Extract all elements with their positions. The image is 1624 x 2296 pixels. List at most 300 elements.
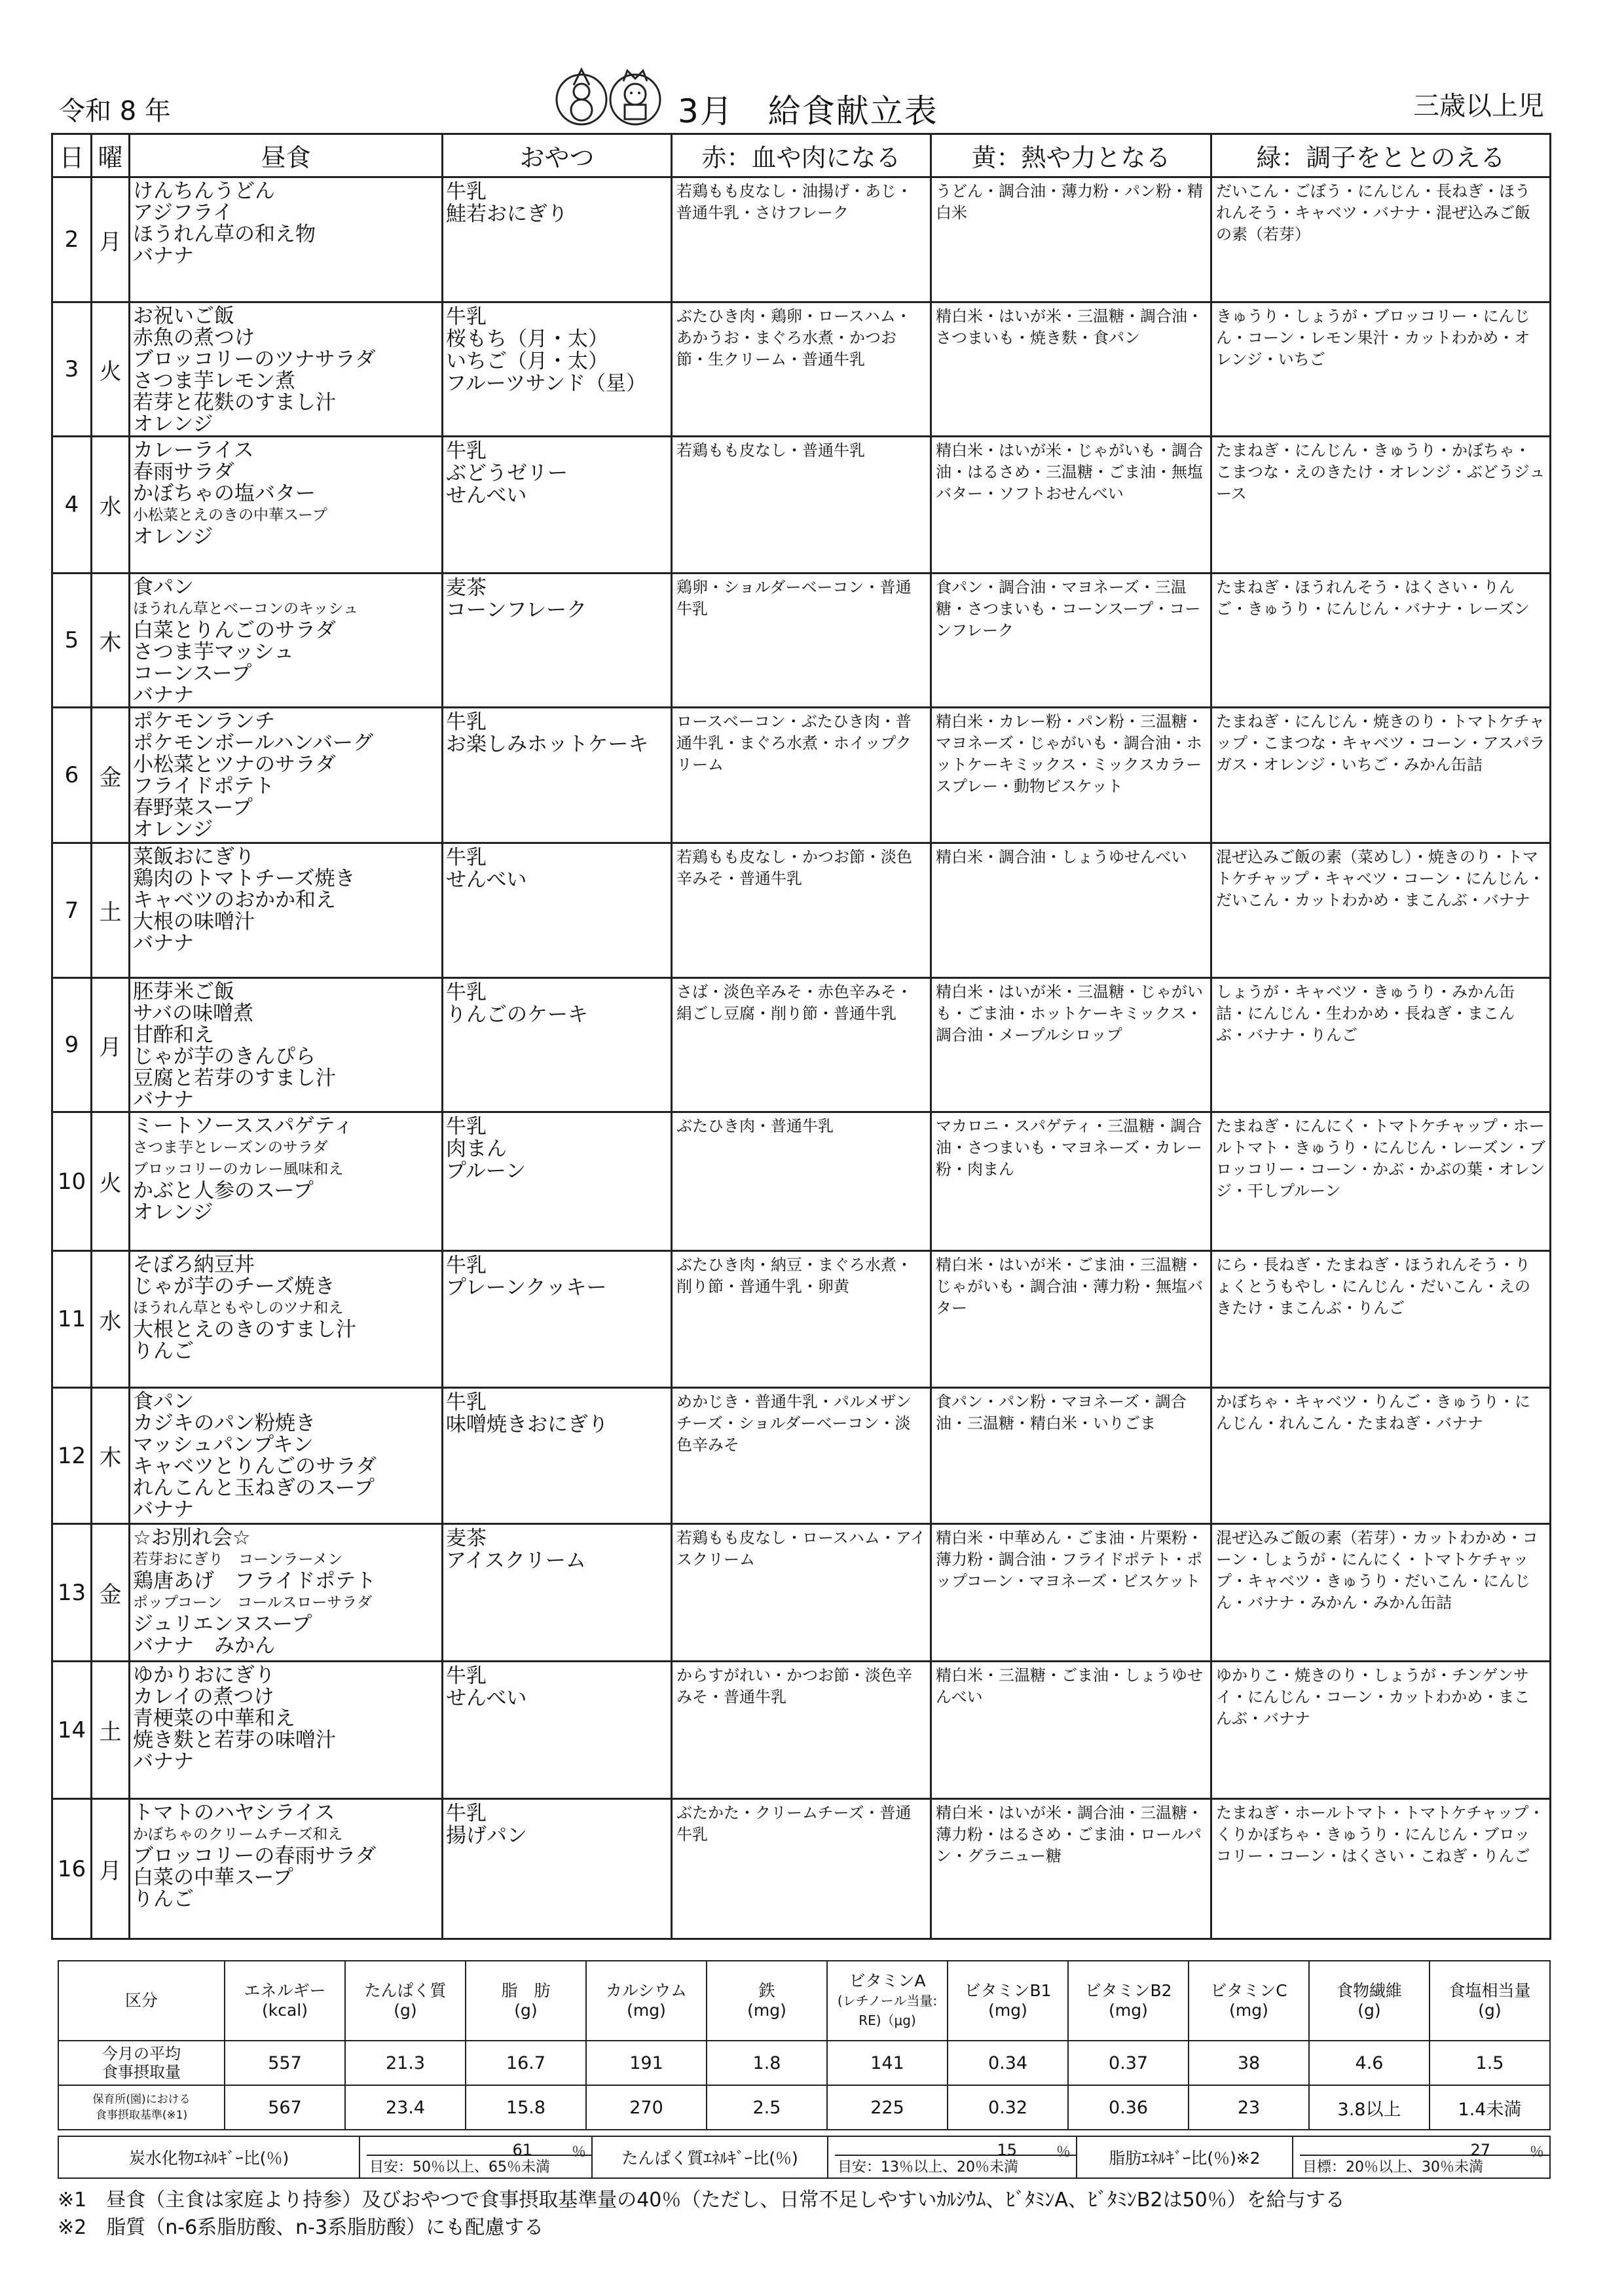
lunch-item: 大根とえのきのすまし汁 xyxy=(133,1318,356,1341)
green-food-cell xyxy=(1211,1662,1551,1799)
snack-items xyxy=(443,1113,671,1182)
menu-row xyxy=(52,437,1551,574)
yellow-food-cell xyxy=(931,1388,1211,1524)
energy-ratio-table xyxy=(58,2136,1551,2179)
nutrition-col-header-line: 脂 肪 xyxy=(501,1981,551,2000)
title-area xyxy=(550,60,1074,132)
red-food-cell xyxy=(672,574,931,708)
nutrition-col-header-line: (kcal) xyxy=(262,2001,308,2020)
nutrition-col-header-line: 区分 xyxy=(124,1991,158,2010)
green-food-text: たまねぎ・にんじん・焼きのり・トマトケチャップ・こまつな・キャベツ・コーン・アスパラガス・オレンジ・いちご・みかん缶詰 xyxy=(1216,712,1545,774)
lunch-item: 鶏唐あげ フライドポテト xyxy=(133,1569,377,1593)
lunch-item: じゃが芋のチーズ焼き xyxy=(133,1275,335,1298)
lunch-item: ゆかりおにぎり xyxy=(133,1664,275,1687)
day-number: 3 xyxy=(52,302,92,437)
col-header-lunch: 昼食 xyxy=(130,134,443,177)
yellow-food-cell xyxy=(931,177,1211,302)
weekday: 土 xyxy=(92,1662,130,1799)
yellow-food-text: 精白米・はいが米・じゃがいも・調合油・はるさめ・三温糖・ごま油・無塩バター・ソフトおせんべい xyxy=(936,441,1203,503)
lunch-item: バナナ xyxy=(133,1088,194,1112)
nutrition-col-header-line: (g) xyxy=(1357,2001,1381,2020)
red-food-text: 若鶏もも皮なし・ロースハム・アイスクリーム xyxy=(676,1529,926,1569)
ratio-unit: ％ xyxy=(1529,2144,1544,2160)
red-food-cell xyxy=(672,843,931,978)
red-food-text: からすがれい・かつお節・淡色辛みそ・普通牛乳 xyxy=(676,1666,912,1706)
lunch-item: さつま芋マッシュ xyxy=(133,640,295,664)
nutrition-value: 15.8 xyxy=(466,2085,586,2130)
nutrition-value: 141 xyxy=(827,2041,948,2085)
ratio-value: 61 xyxy=(512,2141,532,2159)
snack-item: いちご（月・太） xyxy=(446,350,608,373)
nutrition-col-header xyxy=(1309,1961,1430,2041)
red-food-text: ぶたひき肉・普通牛乳 xyxy=(676,1117,834,1135)
nutrition-row-label-line: 食事摂取基準(※1) xyxy=(95,2109,188,2122)
menu-row xyxy=(52,574,1551,708)
nutrition-col-header xyxy=(586,1961,707,2041)
snack-cell xyxy=(443,177,672,302)
yellow-food-cell xyxy=(931,708,1211,843)
lunch-item: 甘酢和え xyxy=(133,1023,214,1047)
red-food-cell xyxy=(672,177,931,302)
nutrition-value: 1.8 xyxy=(707,2041,827,2085)
menu-table xyxy=(51,133,1551,1940)
nutrition-value: 16.7 xyxy=(466,2041,586,2085)
day-number: 12 xyxy=(52,1388,92,1524)
lunch-item: ジュリエンヌスープ xyxy=(133,1613,312,1636)
nutrition-col-header xyxy=(466,1961,586,2041)
snack-items xyxy=(443,1800,671,1847)
day-number: 2 xyxy=(52,177,92,302)
lunch-item: さつま芋とレーズンのサラダ xyxy=(133,1139,328,1156)
snack-items xyxy=(443,303,671,395)
nutrition-value: 270 xyxy=(586,2085,707,2130)
lunch-item: マッシュパンプキン xyxy=(133,1433,314,1457)
weekday: 水 xyxy=(92,1251,130,1388)
red-food-cell xyxy=(672,1388,931,1524)
snack-item: プルーン xyxy=(446,1159,526,1183)
weekday: 月 xyxy=(92,978,130,1112)
lunch-item: じゃが芋のきんぴら xyxy=(133,1045,316,1068)
day-number: 10 xyxy=(52,1112,92,1251)
green-food-text: しょうが・キャベツ・きゅうり・みかん缶詰・にんじん・生わかめ・長ねぎ・まこんぶ・バナナ・りんご xyxy=(1216,983,1515,1044)
lunch-item: オレンジ xyxy=(133,525,213,549)
red-food-text: 若鶏もも皮なし・かつお節・淡色辛みそ・普通牛乳 xyxy=(676,848,912,888)
weekday: 月 xyxy=(92,1799,130,1939)
nutrition-col-header xyxy=(707,1961,827,2041)
lunch-item: キャベツのおかか和え xyxy=(133,888,336,912)
yellow-food-cell xyxy=(931,1662,1211,1799)
snack-cell xyxy=(443,1524,672,1662)
lunch-items xyxy=(130,1800,441,1910)
energy-ratio-row xyxy=(58,2136,1550,2178)
lunch-item: 白菜の中華スープ xyxy=(133,1866,293,1889)
nutrition-col-header xyxy=(1068,1961,1189,2041)
red-food-text: ぶたひき肉・鶏卵・ロースハム・あかうお・まぐろ水煮・かつお節・生クリーム・普通牛乳 xyxy=(676,307,912,369)
red-food-cell xyxy=(672,1799,931,1939)
weekday: 水 xyxy=(92,437,130,574)
nutrition-value: 191 xyxy=(586,2041,707,2085)
nutrition-col-header-line: (mg) xyxy=(1109,2001,1148,2020)
lunch-item: フライドポテト xyxy=(133,774,275,798)
menu-row xyxy=(52,1388,1551,1524)
lunch-item: 春雨サラダ xyxy=(133,460,234,484)
lunch-item: ポケモンランチ xyxy=(133,710,275,733)
nutrition-col-header xyxy=(948,1961,1068,2041)
red-food-cell xyxy=(672,1251,931,1388)
lunch-item: 豆腐と若芽のすまし汁 xyxy=(133,1066,336,1090)
snack-item: プレーンクッキー xyxy=(446,1276,607,1300)
nutrition-col-header-line: ビタミンC xyxy=(1210,1981,1287,2000)
snack-cell xyxy=(443,708,672,843)
lunch-item: 鶏肉のトマトチーズ焼き xyxy=(133,867,356,890)
lunch-item: そぼろ納豆丼 xyxy=(133,1253,255,1277)
nutrition-col-header-line: (g) xyxy=(1478,2001,1502,2020)
snack-items xyxy=(443,979,671,1026)
nutrition-value: 23 xyxy=(1189,2085,1309,2130)
footnote-2: ※2 脂質（n-6系脂肪酸、n-3系脂肪酸）にも配慮する xyxy=(58,2216,544,2239)
red-food-text: 若鶏もも皮なし・普通牛乳 xyxy=(676,441,865,460)
lunch-items xyxy=(130,303,441,435)
lunch-cell xyxy=(130,1112,443,1251)
green-food-cell xyxy=(1211,1388,1551,1524)
nutrition-value: 557 xyxy=(225,2041,345,2085)
lunch-item: カレーライス xyxy=(133,439,254,462)
weekday: 木 xyxy=(92,1388,130,1524)
ratio-target-note: 目安：50％以上、65％未満 xyxy=(367,2155,591,2176)
lunch-item: バナナ xyxy=(133,932,194,955)
snack-item: 牛乳 xyxy=(446,1664,487,1688)
red-food-text: 鶏卵・ショルダーベーコン・普通牛乳 xyxy=(676,578,912,618)
lunch-item: れんこんと玉ねぎのスープ xyxy=(133,1476,375,1500)
nutrition-col-header xyxy=(1189,1961,1309,2041)
yellow-food-cell xyxy=(931,574,1211,708)
nutrition-row xyxy=(58,2041,1550,2085)
green-food-cell xyxy=(1211,437,1551,574)
nutrition-value: 225 xyxy=(827,2085,948,2130)
green-food-text: 混ぜ込みご飯の素（若芽）・カットわかめ・コーン・しょうが・にんにく・トマトケチャップ・キャベツ・きゅうり・だいこん・にんじん・バナナ・みかん・みかん缶詰 xyxy=(1216,1529,1538,1612)
snack-cell xyxy=(443,978,672,1112)
nutrition-col-header xyxy=(225,1961,345,2041)
nutrition-col-header-line: (レチノール当量: xyxy=(837,1993,938,2009)
yellow-food-text: 精白米・カレー粉・パン粉・三温糖・マヨネーズ・じゃがいも・調合油・ホットケーキミックス・ミックスカラースプレー・動物ビスケット xyxy=(936,712,1203,795)
nutrition-row xyxy=(58,2085,1550,2130)
green-food-text: たまねぎ・ホールトマト・トマトケチャップ・くりかぼちゃ・きゅうり・にんじん・ブロッコリー・コーン・はくさい・こねぎ・りんご xyxy=(1216,1804,1545,1865)
lunch-item: オレンジ xyxy=(133,818,213,841)
nutrition-col-header-line: エネルギー xyxy=(244,1981,326,2000)
lunch-items xyxy=(130,979,441,1111)
snack-items xyxy=(443,574,671,621)
snack-item: アイスクリーム xyxy=(446,1549,586,1573)
snack-item: 鮭若おにぎり xyxy=(446,202,568,226)
lunch-item: 大根の味噌汁 xyxy=(133,910,255,934)
col-header-green: 緑：調子をととのえる xyxy=(1211,134,1551,177)
yellow-food-cell xyxy=(931,1251,1211,1388)
yellow-food-text: 精白米・はいが米・ごま油・三温糖・じゃがいも・調合油・薄力粉・無塩バター xyxy=(936,1256,1203,1317)
red-food-text: ロースベーコン・ぶたひき肉・普通牛乳・まぐろ水煮・ホイップクリーム xyxy=(676,712,912,774)
lunch-item: 焼き麩と若芽の味噌汁 xyxy=(133,1728,336,1752)
lunch-item: ほうれん草ともやしのツナ和え xyxy=(133,1300,344,1317)
nutrition-table xyxy=(58,1960,1551,2130)
lunch-items xyxy=(130,1662,441,1773)
yellow-food-text: 精白米・中華めん・ごま油・片栗粉・薄力粉・調合油・フライドポテト・ポップコーン・マヨネーズ・ビスケット xyxy=(936,1529,1203,1590)
snack-item: 牛乳 xyxy=(446,180,487,204)
weekday: 火 xyxy=(92,1112,130,1251)
lunch-item: オレンジ xyxy=(133,1201,213,1224)
day-number: 9 xyxy=(52,978,92,1112)
green-food-cell xyxy=(1211,708,1551,843)
lunch-cell xyxy=(130,1251,443,1388)
snack-item: 肉まん xyxy=(446,1137,507,1161)
red-food-cell xyxy=(672,437,931,574)
snack-cell xyxy=(443,437,672,574)
weekday: 木 xyxy=(92,574,130,708)
lunch-items xyxy=(130,437,441,548)
snack-items xyxy=(443,1525,671,1572)
lunch-item: 食パン xyxy=(133,575,194,599)
menu-row xyxy=(52,1662,1551,1799)
yellow-food-text: 精白米・はいが米・調合油・三温糖・薄力粉・はるさめ・ごま油・ロールパン・グラニュー糖 xyxy=(936,1804,1203,1865)
lunch-item: りんご xyxy=(133,1339,194,1363)
nutrition-row-label-line: 食事摂取量 xyxy=(102,2063,181,2081)
nutrition-col-header-line: ビタミンA xyxy=(849,1971,926,1990)
col-header-weekday: 曜 xyxy=(92,134,130,177)
lunch-item: ほうれん草の和え物 xyxy=(133,223,316,246)
green-food-cell xyxy=(1211,1524,1551,1662)
age-group-label: 三歳以上児 xyxy=(1413,91,1544,121)
lunch-items xyxy=(130,178,441,267)
lunch-cell xyxy=(130,1799,443,1939)
green-food-text: たまねぎ・ほうれんそう・はくさい・りんご・きゅうり・にんじん・バナナ・レーズン xyxy=(1216,578,1530,618)
snack-item: 牛乳 xyxy=(446,305,487,329)
lunch-item: 若芽おにぎり コーンラーメン xyxy=(133,1551,343,1568)
nutrition-value: 23.4 xyxy=(345,2085,466,2130)
ratio-value: 15 xyxy=(997,2141,1017,2159)
nutrition-col-header-line: RE)（μg) xyxy=(858,2013,916,2028)
green-food-text: にら・長ねぎ・たまねぎ・ほうれんそう・りょくとうもやし・にんじん・だいこん・えのきたけ・まこんぶ・りんご xyxy=(1216,1256,1530,1317)
ratio-value-cell xyxy=(360,2136,592,2178)
lunch-item: 若芽と花麩のすまし汁 xyxy=(133,391,336,414)
ratio-target-note: 目安：13％以上、20％未満 xyxy=(835,2155,1076,2176)
day-number: 7 xyxy=(52,843,92,978)
page-title: 3月 給食献立表 xyxy=(678,92,938,130)
ratio-value: 27 xyxy=(1470,2141,1490,2159)
red-food-cell xyxy=(672,708,931,843)
snack-item: 桜もち（月・太） xyxy=(446,327,608,351)
red-food-text: 若鶏もも皮なし・油揚げ・あじ・普通牛乳・さけフレーク xyxy=(676,182,912,222)
nutrition-value: 38 xyxy=(1189,2041,1309,2085)
green-food-text: 混ぜ込みご飯の素（菜めし）・焼きのり・トマトケチャップ・キャベツ・コーン・にんじん・だいこん・カットわかめ・まこんぶ・バナナ xyxy=(1216,848,1545,909)
snack-item: フルーツサンド（星） xyxy=(446,372,646,395)
lunch-item: けんちんうどん xyxy=(133,179,275,203)
nutrition-value: 0.32 xyxy=(948,2085,1068,2130)
yellow-food-text: うどん・調合油・薄力粉・パン粉・精白米 xyxy=(936,182,1203,222)
nutrition-col-header-line: たんぱく質 xyxy=(364,1981,447,2000)
yellow-food-cell xyxy=(931,1112,1211,1251)
nutrition-value: 21.3 xyxy=(345,2041,466,2085)
menu-row xyxy=(52,843,1551,978)
nutrition-value: 567 xyxy=(225,2085,345,2130)
menu-row xyxy=(52,708,1551,843)
yellow-food-text: 精白米・調合油・しょうゆせんべい xyxy=(936,848,1187,866)
lunch-cell xyxy=(130,978,443,1112)
lunch-item: カジキのパン粉焼き xyxy=(133,1412,316,1435)
yellow-food-cell xyxy=(931,437,1211,574)
yellow-food-text: 食パン・パン粉・マヨネーズ・調合油・三温糖・精白米・いりごま xyxy=(936,1393,1187,1432)
nutrition-col-header xyxy=(827,1961,948,2041)
snack-item: 牛乳 xyxy=(446,1115,487,1139)
nutrition-col-header-line: ビタミンB1 xyxy=(964,1981,1052,2000)
era-year: 令和 8 年 xyxy=(59,96,171,126)
weekday: 火 xyxy=(92,302,130,437)
lunch-item: オレンジ xyxy=(133,412,213,436)
lunch-item: 菜飯おにぎり xyxy=(133,845,255,869)
lunch-cell xyxy=(130,843,443,978)
menu-row xyxy=(52,302,1551,437)
col-header-yellow: 黄：熱や力となる xyxy=(931,134,1211,177)
lunch-items xyxy=(130,1113,441,1224)
yellow-food-text: マカロニ・スパゲティ・三温糖・調合油・さつまいも・マヨネーズ・カレー粉・肉まん xyxy=(936,1117,1202,1178)
lunch-item: ほうれん草とベーコンのキッシュ xyxy=(133,600,359,617)
lunch-cell xyxy=(130,708,443,843)
snack-item: 牛乳 xyxy=(446,1391,487,1414)
menu-row xyxy=(52,1251,1551,1388)
lunch-item: キャベツとりんごのサラダ xyxy=(133,1455,377,1478)
green-food-text: かぼちゃ・キャベツ・りんご・きゅうり・にんじん・れんこん・たまねぎ・バナナ xyxy=(1216,1393,1530,1432)
snack-item: りんごのケーキ xyxy=(446,1003,588,1027)
lunch-item: かぶと人参のスープ xyxy=(133,1179,314,1203)
lunch-item: アジフライ xyxy=(133,201,233,225)
nutrition-value: 3.8以上 xyxy=(1309,2085,1430,2130)
nutrition-row-label xyxy=(58,2041,225,2085)
lunch-item: ポケモンボールハンバーグ xyxy=(133,731,374,755)
nutrition-header-row xyxy=(58,1961,1550,2041)
lunch-item: 白菜とりんごのサラダ xyxy=(133,619,336,642)
snack-item: 揚げパン xyxy=(446,1824,527,1848)
lunch-item: 赤魚の煮つけ xyxy=(133,326,255,350)
snack-items xyxy=(443,437,671,507)
snack-items xyxy=(443,708,671,756)
red-food-cell xyxy=(672,1524,931,1662)
col-header-red: 赤：血や肉になる xyxy=(672,134,931,177)
red-food-cell xyxy=(672,1112,931,1251)
yellow-food-cell xyxy=(931,978,1211,1112)
snack-item: 牛乳 xyxy=(446,710,487,734)
snack-cell xyxy=(443,1388,672,1524)
green-food-text: きゅうり・しょうが・ブロッコリー・にんじん・コーン・レモン果汁・カットわかめ・オレンジ・いちご xyxy=(1216,307,1530,369)
lunch-cell xyxy=(130,1524,443,1662)
lunch-item: トマトのハヤシライス xyxy=(133,1801,335,1825)
nutrition-col-header xyxy=(345,1961,466,2041)
green-food-text: たまねぎ・にんじん・きゅうり・かぼちゃ・こまつな・えのきたけ・オレンジ・ぶどうジュース xyxy=(1216,441,1545,503)
red-food-text: さば・淡色辛みそ・赤色辛みそ・絹ごし豆腐・削り節・普通牛乳 xyxy=(676,983,912,1023)
lunch-cell xyxy=(130,1388,443,1524)
nutrition-col-header xyxy=(1430,1961,1550,2041)
nutrition-row-label-line: 今月の平均 xyxy=(102,2045,181,2063)
nutrition-row-label xyxy=(58,2085,225,2130)
snack-item: せんべい xyxy=(446,484,527,507)
green-food-text: ゆかりこ・焼きのり・しょうが・チンゲンサイ・にんじん・コーン・カットわかめ・まこんぶ・バナナ xyxy=(1216,1666,1530,1728)
snack-item: 麦茶 xyxy=(446,576,487,600)
lunch-cell xyxy=(130,302,443,437)
nutrition-value: 1.4未満 xyxy=(1430,2085,1550,2130)
green-food-cell xyxy=(1211,1251,1551,1388)
snack-cell xyxy=(443,1799,672,1939)
weekday: 月 xyxy=(92,177,130,302)
lunch-items xyxy=(130,1389,441,1521)
menu-row xyxy=(52,1112,1551,1251)
snack-item: 牛乳 xyxy=(446,846,487,869)
nutrition-value: 0.34 xyxy=(948,2041,1068,2085)
nutrition-row-label-line: 保育所(園)における xyxy=(92,2093,191,2106)
yellow-food-cell xyxy=(931,843,1211,978)
ratio-unit: ％ xyxy=(1056,2144,1071,2160)
lunch-item: 青梗菜の中華和え xyxy=(133,1707,295,1730)
snack-item: 牛乳 xyxy=(446,1802,487,1825)
nutrition-col-header-line: ビタミンB2 xyxy=(1084,1981,1172,2000)
lunch-item: 食パン xyxy=(133,1390,194,1413)
red-food-text: ぶたひき肉・納豆・まぐろ水煮・削り節・普通牛乳・卵黄 xyxy=(676,1256,912,1296)
yellow-food-cell xyxy=(931,1524,1211,1662)
weekday: 金 xyxy=(92,1524,130,1662)
lunch-item: バナナ xyxy=(133,1498,194,1522)
lunch-item: サバの味噌煮 xyxy=(133,1002,254,1025)
nutrition-col-header-line: (mg) xyxy=(988,2001,1027,2020)
yellow-food-text: 食パン・調合油・マヨネーズ・三温糖・さつまいも・コーンスープ・コーンフレーク xyxy=(936,578,1201,640)
lunch-item: かぼちゃのクリームチーズ和え xyxy=(133,1826,343,1843)
lunch-item: ブロッコリーのツナサラダ xyxy=(133,348,376,371)
snack-item: 麦茶 xyxy=(446,1527,487,1550)
lunch-item: ☆お別れ会☆ xyxy=(133,1526,251,1550)
lunch-item: バナナ xyxy=(133,244,194,268)
snack-cell xyxy=(443,1662,672,1799)
day-number: 11 xyxy=(52,1251,92,1388)
col-header-day: 日 xyxy=(52,134,92,177)
red-food-cell xyxy=(672,302,931,437)
snack-item: 牛乳 xyxy=(446,1254,487,1277)
red-food-text: ぶたかた・クリームチーズ・普通牛乳 xyxy=(676,1804,912,1844)
yellow-food-text: 精白米・はいが米・三温糖・調合油・さつまいも・焼き麩・食パン xyxy=(936,307,1203,347)
snack-item: コーンフレーク xyxy=(446,598,587,622)
lunch-items xyxy=(130,1525,441,1657)
day-number: 16 xyxy=(52,1799,92,1939)
lunch-item: ブロッコリーのカレー風味和え xyxy=(133,1161,344,1178)
nutrition-col-header-line: 鉄 xyxy=(758,1981,775,2000)
menu-header-row xyxy=(52,134,1551,177)
nutrition-col-header-line: (mg) xyxy=(747,2001,786,2020)
weekday: 土 xyxy=(92,843,130,978)
ratio-unit: ％ xyxy=(571,2144,586,2160)
yellow-food-text: 精白米・はいが米・三温糖・じゃがいも・ごま油・ホットケーキミックス・調合油・メープルシロップ xyxy=(936,983,1203,1044)
day-number: 4 xyxy=(52,437,92,574)
footnotes xyxy=(58,2187,1345,2242)
nutrition-value: 0.37 xyxy=(1068,2041,1189,2085)
nutrition-value: 1.5 xyxy=(1430,2041,1550,2085)
green-food-cell xyxy=(1211,1799,1551,1939)
menu-row xyxy=(52,177,1551,302)
green-food-cell xyxy=(1211,302,1551,437)
snack-cell xyxy=(443,574,672,708)
snack-items xyxy=(443,1252,671,1299)
snack-item: せんべい xyxy=(446,868,527,892)
lunch-item: ミートソーススパゲティ xyxy=(133,1114,354,1138)
lunch-cell xyxy=(130,177,443,302)
lunch-item: ポップコーン コールスローサラダ xyxy=(133,1594,373,1611)
green-food-cell xyxy=(1211,978,1551,1112)
menu-row xyxy=(52,1524,1551,1662)
ratio-label: 炭水化物ｴﾈﾙｷﾞｰ比(％) xyxy=(58,2136,360,2178)
lunch-item: ブロッコリーの春雨サラダ xyxy=(133,1844,377,1868)
snack-item: 牛乳 xyxy=(446,981,487,1004)
